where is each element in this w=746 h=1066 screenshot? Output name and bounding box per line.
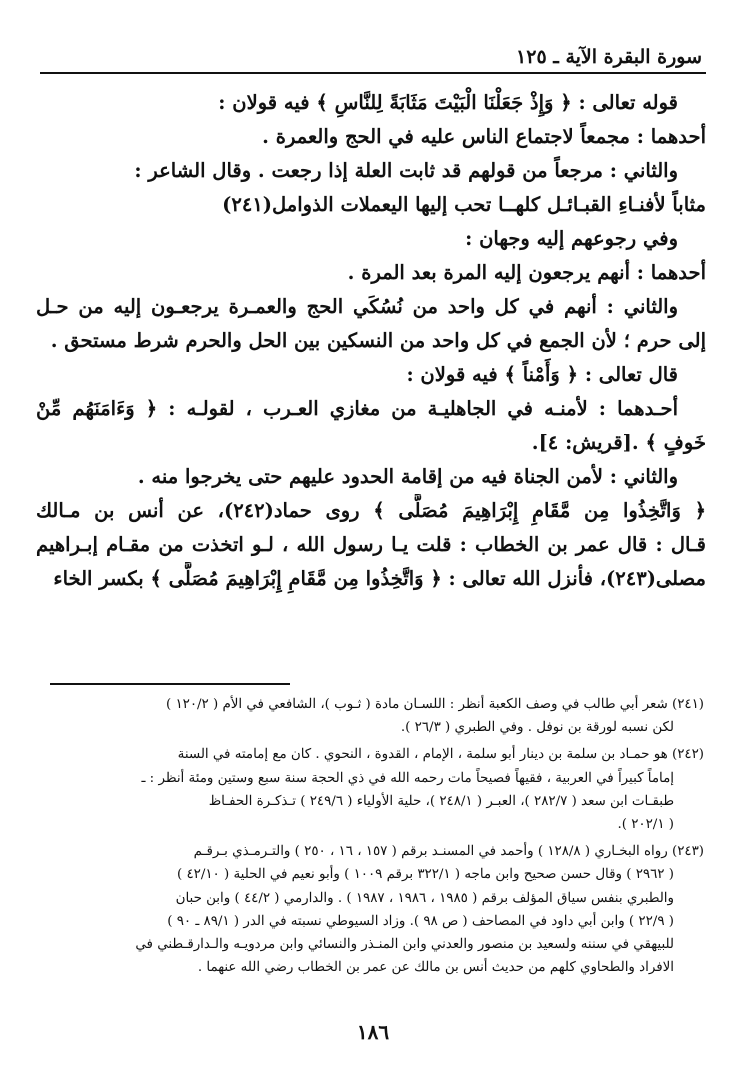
- footnotes: [36, 693, 704, 979]
- footnote-line: للبيهقي في سننه ولسعيد بن منصور والعدني وابن المنـذر والنسائي وابن مردويـه والـدارقـطني في: [135, 936, 674, 952]
- text-line: قال تعالى : ﴿ وَأَمْناً ﴾ فيه قولان :: [406, 363, 678, 386]
- footnote-line: ( ٢٠٢/١ ).: [617, 816, 674, 832]
- footnote-divider: [50, 683, 290, 685]
- text-line: مثاباً لأفنـاءِ القبـائـل كلهــا تحب إليها اليعملات الذوامل(٢٤١): [222, 193, 706, 216]
- text-line: أحدهما : أنهم يرجعون إليه المرة بعد المرة .: [347, 261, 706, 284]
- text-line: قـال : قال عمر بن الخطاب : قلت يـا رسول الله ، لـو اتخذت من مقـام إبـراهيم: [36, 533, 706, 556]
- text-line: أحدهما : مجمعاً لاجتماع الناس عليه في الحج والعمرة .: [262, 125, 706, 148]
- footnote-line: ( ٢٢/٩ ) وابن أبي داود في المصاحف ( ص ٩٨ ). وزاد السيوطي نسبته في الدر ( ٨٩/١ ـ ٩٠ ): [167, 913, 674, 929]
- text-line: والثاني : أنهم في كل واحد من نُسُكَي الحج والعمـرة يرجعـون إليه من حـل: [36, 295, 678, 318]
- footnote-line: إماماً كبيراً في العربية ، فقيهاً فصيحاً مات رحمه الله في ذي الحجة سنة سبع وستين ومئة أنظر : ـ: [141, 770, 674, 786]
- footnote: [36, 840, 704, 979]
- running-header: [40, 44, 706, 74]
- footnote-line: الافراد والطحاوي كلهم من حديث أنس بن مالك عن عمر بن الخطاب رضي الله عنهما .: [197, 960, 674, 976]
- footnote-line: ( ٢٩٦٢ ) وقال حسن صحيح وابن ماجه ( ٣٢٢/١ برقم ١٠٠٩ ) وأبو نعيم في الحلية ( ٤٢/١٠ ): [176, 867, 674, 883]
- text-line: والثاني : لأمن الجناة فيه من إقامة الحدود عليهم حتى يخرجوا منه .: [137, 465, 678, 488]
- text-line: قوله تعالى : ﴿ وَإِذْ جَعَلْنَا الْبَيْتَ مَثَابَةً لِلنَّاسِ ﴾ فيه قولان :: [218, 91, 678, 114]
- text-line: إلى حرم ؛ لأن الجمع في كل واحد من النسكين بين الحل والحرم شرط مستحق .: [50, 329, 706, 352]
- text-line: أحـدهما : لأمنـه في الجاهليـة من مغازي العـرب ، لقولـه : ﴿ وَءَامَنَهُم مِّنْ: [36, 397, 678, 420]
- text-line: والثاني : مرجعاً من قولهم قد ثابت العلة إذا رجعت . وقال الشاعر :: [134, 159, 678, 182]
- footnote-line: (٢٤٣) رواه البخـاري ( ١٢٨/٨ ) وأحمد في المسنـد برقم ( ١٥٧ ، ١٦ ، ٢٥٠ ) والتـرمـذي بـرقـم: [193, 844, 704, 860]
- page-number: ١٨٦: [356, 1020, 390, 1044]
- footnote-line: طبقـات ابن سعد ( ٢٨٢/٧ )، العبـر ( ٢٤٨/١ )، حلية الأولياء ( ٢٤٩/٦ ) تـذكـرة الحفـاظ: [208, 793, 674, 809]
- header-title: سورة البقرة الآية ـ ١٢٥: [516, 46, 702, 68]
- main-text: [36, 86, 706, 596]
- text-line: مصلى(٢٤٣)، فأنزل الله تعالى : ﴿ وَاتَّخِذُوا مِن مَّقَامِ إِبْرَاهِيمَ مُصَلًّى ﴾ بكسر الخاء: [53, 567, 706, 590]
- text-line: خَوفٍ ﴾ .[قريش: ٤].: [531, 431, 706, 454]
- text-line: ﴿ وَاتَّخِذُوا مِن مَّقَامِ إِبْرَاهِيمَ مُصَلًّى ﴾ روى حماد(٢٤٢)، عن أنس بن مـالك: [36, 499, 706, 522]
- footnote-line: (٢٤٢) هو حمـاد بن سلمة بن دينار أبو سلمة ، الإمام ، القدوة ، النحوي . كان مع إمامته في السنة: [177, 747, 704, 763]
- text-line: وفي رجوعهم إليه وجهان :: [465, 227, 678, 250]
- footnote-line: (٢٤١) شعر أبي طالب في وصف الكعبة أنظر : اللسـان مادة ( ثـوب )، الشافعي في الأم ( ١٢٠/٢ ): [165, 697, 704, 712]
- footnote-line: والطبري بنفس سياق المؤلف برقم ( ١٩٨٥ ، ١٩٨٦ ، ١٩٨٧ ) . والدارمي ( ٤٤/٢ ) وابن حبان: [175, 890, 674, 906]
- footnote: [36, 743, 704, 836]
- footnote-line: لكن نسبه لورقة بن نوفل . وفي الطبري ( ٢٦/٣ ).: [400, 720, 674, 736]
- footnote: [36, 693, 704, 739]
